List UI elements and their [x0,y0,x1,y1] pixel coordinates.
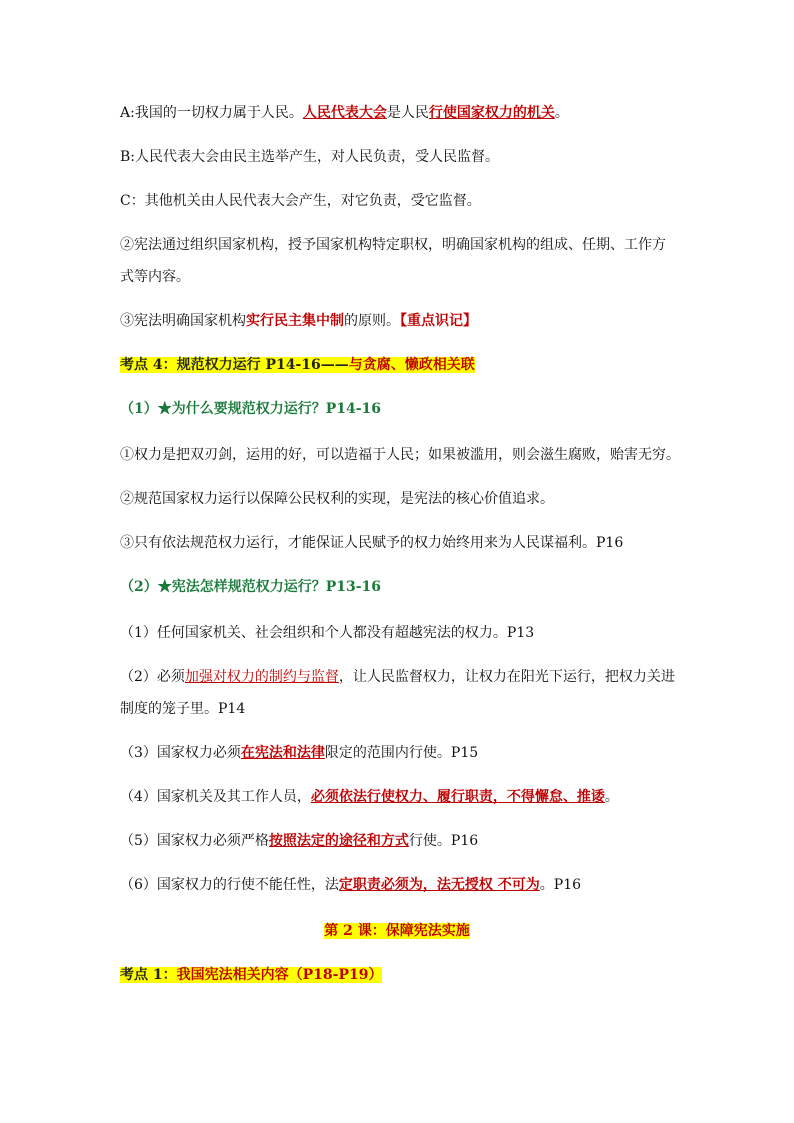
question-2-item-5: （5）国家权力必须严格按照法定的途径和方式行使。P16 [120,833,479,849]
highlight-constitution-law: 在宪法和法律 [240,745,325,761]
question-2-item-4: （4）国家机关及其工作人员，必须依法行使权力、履行职责，不得懈怠、推诿。 [120,789,619,805]
paragraph-a: A:我国的一切权力属于人民。人民代表大会是人民行使国家权力的机关。 [120,105,569,121]
paragraph-c: C：其他机关由人民代表大会产生，对它负责，受它监督。 [120,193,481,209]
highlight-npc: 人民代表大会 [302,105,387,121]
section-heading-4: 考点 4：规范权力运行 P14-16——与贪腐、懒政相关联 [120,357,475,373]
question-2-item-1: （1）任何国家机关、社会组织和个人都没有超越宪法的权力。P13 [120,625,535,641]
question-2-heading: （2）★宪法怎样规范权力运行？P13-16 [120,579,382,595]
paragraph-b: B:人民代表大会由民主选举产生，对人民负责，受人民监督。 [120,149,500,165]
question-2-item-6: （6）国家权力的行使不能任性，法定职责必须为，法无授权 不可为。P16 [120,877,582,893]
question-2-item-2-line1: （2）必须加强对权力的制约与监督，让人民监督权力，让权力在阳光下运行，把权力关进 [120,669,675,685]
highlight-no-authorization: 定职责必须为，法无授权 不可为 [338,877,540,893]
highlight-democratic-centralism: 实行民主集中制 [246,313,344,329]
highlight-supervision: 加强对权力的制约与监督 [184,669,339,685]
question-2-item-2-line2: 制度的笼子里。P14 [120,701,246,717]
highlight-organ: 行使国家权力的机关 [428,105,555,121]
question-1-item-1: ①权力是把双刃剑，运用的好，可以造福于人民；如果被滥用，则会滋生腐败，贻害无穷。 [120,447,680,463]
paragraph-2-line1: ②宪法通过组织国家机构，授予国家机构特定职权，明确国家机构的组成、任期、工作方 [120,237,666,253]
section-heading-1: 考点 1：我国宪法相关内容（P18-P19） [120,967,383,983]
highlight-legal-ways: 按照法定的途径和方式 [268,833,409,849]
question-2-item-3: （3）国家权力必须在宪法和法律限定的范围内行使。P15 [120,745,479,761]
key-point-tag: 【重点识记】 [400,313,477,329]
highlight-duties: 必须依法行使权力、履行职责，不得懈怠、推诿 [310,789,605,805]
paragraph-2-line2: 式等内容。 [120,269,190,285]
question-1-item-3: ③只有依法规范权力运行，才能保证人民赋予的权力始终用来为人民谋福利。P16 [120,535,624,551]
paragraph-3: ③宪法明确国家机构实行民主集中制的原则。【重点识记】 [120,313,477,329]
lesson-title: 第 2 课：保障宪法实施 [324,923,470,939]
question-1-item-2: ②规范国家权力运行以保障公民权利的实现，是宪法的核心价值追求。 [120,491,554,507]
question-1-heading: （1）★为什么要规范权力运行？P14-16 [120,401,382,417]
